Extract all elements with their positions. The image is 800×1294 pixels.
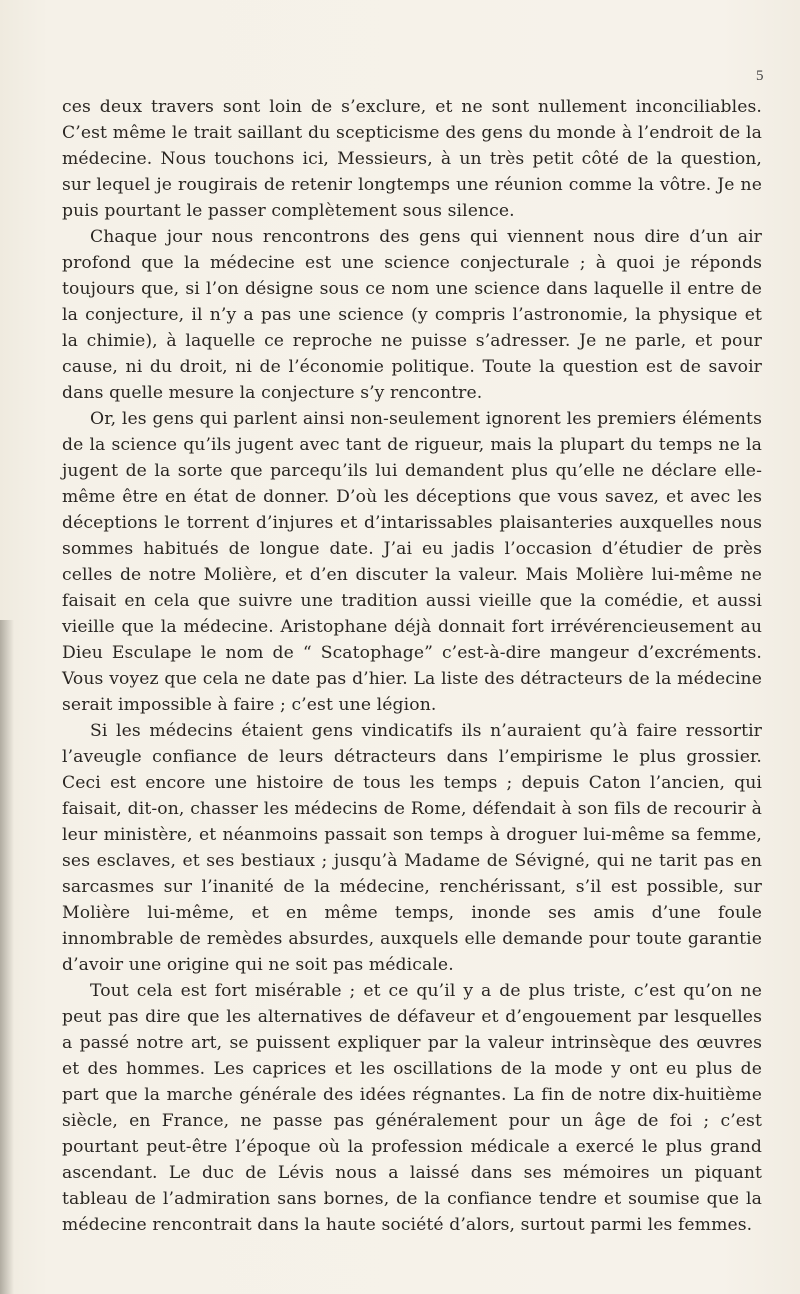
binding-shadow [0, 620, 14, 1294]
paragraph-2: Chaque jour nous rencontrons des gens qui viennent nous dire d’un air profond que la médecine est une science conjecturale ; à quoi je réponds toujours que, si l’on désigne sous ce nom une science dans laquelle il entre de la conjecture, il n’y a pas une science (y compris l’astronomie, la physique et la chimie), à laquelle ce reproche ne puisse s’adresser. Je ne parle, et pour cause, ni du droit, ni de l’économie politique. Toute la question est de savoir dans quelle mesure la conjecture s’y rencontre. [62, 227, 762, 403]
page-number: 5 [756, 68, 764, 84]
paragraph-3: Or, les gens qui parlent ainsi non-seulement ignorent les premiers éléments de la science qu’ils jugent avec tant de rigueur, mais la plupart du temps ne la jugent de la sorte que parcequ’ils lui demandent plus qu’elle ne déclare elle-même être en état de donner. D’où les déceptions que vous savez, et avec les déceptions le torrent d’injures et d’intarissables plaisanteries auxquelles nous sommes habitués de longue date. J’ai eu jadis l’occasion d’étudier de près celles de notre Molière, et d’en discuter la valeur. Mais Molière lui-même ne faisait en cela que suivre une tradition aussi vieille que la comédie, et aussi vieille que la médecine. Aristophane déjà donnait fort irrévérencieusement au Dieu Esculape le nom de “ Scatophage” c’est-à-dire mangeur d’excréments. Vous voyez que cela ne date pas d’hier. La liste des détracteurs de la médecine serait impossible à faire ; c’est une légion. [62, 409, 762, 715]
paragraph-1: ces deux travers sont loin de s’exclure, et ne sont nullement inconciliables. C’est même le trait saillant du scepticisme des gens du monde à l’endroit de la médecine. Nous touchons ici, Messieurs, à un très petit côté de la question, sur lequel je rougirais de retenir longtemps une réunion comme la vôtre. Je ne puis pourtant le passer complètement sous silence. [62, 97, 762, 221]
paragraph-4: Si les médecins étaient gens vindicatifs ils n’auraient qu’à faire ressortir l’aveugle confiance de leurs détracteurs dans l’empirisme le plus grossier. Ceci est encore une histoire de tous les temps ; depuis Caton l’ancien, qui faisait, dit-on, chasser les médecins de Rome, défendait à son fils de recourir à leur ministère, et néanmoins passait son temps à droguer lui-même sa femme, ses esclaves, et ses bestiaux ; jusqu’à Madame de Sévigné, qui ne tarit pas en sarcasmes sur l’inanité de la médecine, renchérissant, s’il est possible, sur Molière lui-même, et en même temps, inonde ses amis d’une foule innombrable de remèdes absurdes, auxquels elle demande pour toute garantie d’avoir une origine qui ne soit pas médicale. [62, 721, 762, 975]
paragraph-5: Tout cela est fort misérable ; et ce qu’il y a de plus triste, c’est qu’on ne peut pas dire que les alternatives de défaveur et d’engouement par lesquelles a passé notre art, se puissent expliquer par la valeur intrinsèque des œuvres et des hommes. Les caprices et les oscillations de la mode y ont eu plus de part que la marche générale des idées régnantes. La fin de notre dix-huitième siècle, en France, ne passe pas généralement pour un âge de foi ; c’est pourtant peut-être l’époque où la profession médicale a exercé le plus grand ascendant. Le duc de Lévis nous a laissé dans ses mémoires un piquant tableau de l’admiration sans bornes, de la confiance tendre et soumise que la médecine rencontrait dans la haute société d’alors, surtout parmi les femmes. [62, 981, 762, 1235]
body-text [62, 94, 762, 1238]
